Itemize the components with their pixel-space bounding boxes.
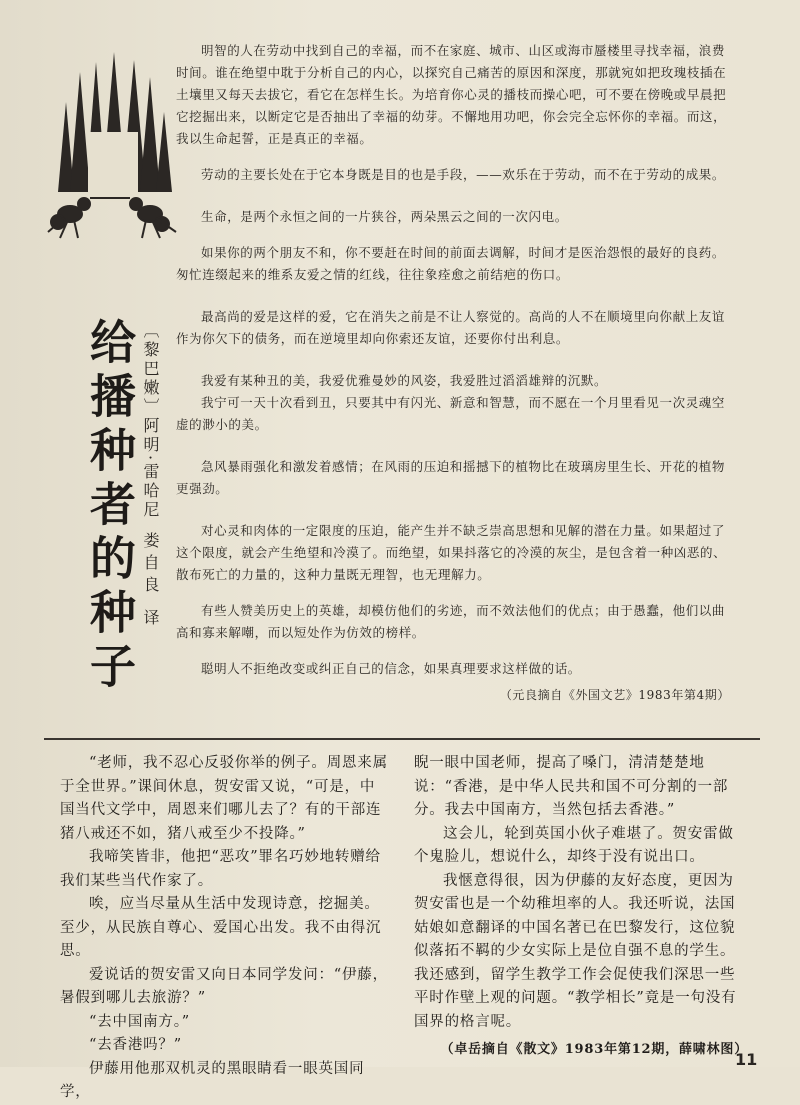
paragraph: “老师，我不忍心反驳你举的例子。周恩来属于全世界。”课间休息，贺安雷又说，“可是，中国当代文学中，周恩来们哪儿去了？有的干部连猪八戒还不如，猪八戒至少不投降。” [60, 755, 388, 842]
top-article-body [176, 40, 736, 706]
bottom-left-column [60, 752, 390, 1105]
paragraph: 睨一眼中国老师，提高了嗓门，清清楚楚地说：“香港，是中华人民共和国不可分割的一部分。我去中国南方，当然包括去香港。” [414, 755, 729, 818]
paragraph: 明智的人在劳动中找到自己的幸福，而不在家庭、城市、山区或海市蜃楼里寻找幸福，浪费时间。谁在绝望中耽于分析自己的内心，以探究自己痛苦的原因和深度，那就宛如把玫瑰枝插在土壤里又每天去拔它，看它在怎样生长。为培育你心灵的播枝而操心吧，可不要在傍晚或早晨把它挖掘出来，以断定它是否抽出了幸福的幼芽。不懈地用功吧，你会完全忘怀你的幸福。而这，我以生命起誓，正是真正的幸福。 [176, 43, 727, 146]
paragraph: “去中国南方。” [89, 1013, 190, 1030]
bottom-right-column [414, 752, 748, 1062]
paragraph: 唉，应当尽量从生活中发现诗意，挖掘美。至少，从民族自尊心、爱国心出发。我不由得沉思。 [60, 896, 382, 959]
paragraph: 伊藤用他那双机灵的黑眼睛看一眼英国同学， [60, 1060, 365, 1100]
source-credit: （卓岳摘自《散文》1983年第12期，薛啸林图） [440, 1042, 748, 1057]
page-number: 11 [735, 1050, 758, 1069]
paragraph: 我宁可一天十次看到丑，只要其中有闪光、新意和智慧，而不愿在一个月里看见一次灵魂空虚的渺小的美。 [176, 395, 726, 432]
paragraph: 我爱有某种丑的美，我爱优雅曼妙的风姿，我爱胜过滔滔雄辩的沉默。 [201, 373, 608, 388]
paragraph: 如果你的两个朋友不和，你不要赶在时间的前面去调解，时间才是医治怨恨的最好的良药。匆忙连缀起来的维系友爱之情的红线，往往象痊愈之前结疤的伤口。 [176, 245, 726, 282]
section-divider [44, 738, 760, 740]
paragraph: 急风暴雨强化和激发着感情；在风雨的压迫和摇撼下的植物比在玻璃房里生长、开花的植物更强劲。 [176, 459, 726, 496]
paragraph: 聪明人不拒绝改变或纠正自己的信念，如果真理要求这样做的话。 [201, 661, 581, 676]
source-credit: （元良摘自《外国文艺》1983年第4期） [499, 688, 730, 702]
paragraph: 劳动的主要长处在于它本身既是目的也是手段，——欢乐在于劳动，而不在于劳动的成果。 [201, 167, 726, 182]
paragraph: 我惬意得很，因为伊藤的友好态度，更因为贺安雷也是一个幼稚坦率的人。我还听说，法国姑娘如意翻译的中国名著已在巴黎发行，这位貌似落拓不羁的少女实际上是位自强不息的学生。我还感到，留学生教学工作会促使我们深思一些平时作壁上观的问题。“教学相长”竟是一句没有国界的格言呢。 [414, 872, 737, 1030]
paragraph: 最高尚的爱是这样的爱，它在消失之前是不让人察觉的。高尚的人不在顺境里向你献上友谊作为你欠下的债务，而在逆境里却向你索还友谊，还要你付出利息。 [176, 309, 726, 346]
paragraph: “去香港吗？” [89, 1037, 182, 1053]
paragraph: 有些人赞美历史上的英雄，却模仿他们的劣迹，而不效法他们的优点；由于愚蠢，他们以曲高和寡来解嘲，而以短处作为仿效的榜样。 [176, 603, 726, 640]
forest-ants-illustration [38, 42, 188, 242]
paragraph: 对心灵和肉体的一定限度的压迫，能产生并不缺乏崇高思想和见解的潜在力量。如果超过了这个限度，就会产生绝望和冷漠了。而绝望，如果抖落它的冷漠的灰尘，是包含着一种凶恶的、散布死亡的力量的，这种力量既无理智，也无理解力。 [176, 523, 727, 582]
paragraph: 爱说话的贺安雷又向日本同学发问：“伊藤，暑假到哪儿去旅游？” [60, 966, 388, 1006]
paragraph: 生命，是两个永恒之间的一片狭谷，两朵黑云之间的一次闪电。 [201, 209, 568, 224]
paragraph: 这会儿，轮到英国小伙子难堪了。贺安雷做个鬼脸儿，想说什么，却终于没有说出口。 [414, 825, 734, 865]
paragraph: 我啼笑皆非，他把“恶攻”罪名巧妙地转赠给我们某些当代作家了。 [60, 849, 381, 889]
translator-name: 娄自良 译 [141, 532, 160, 632]
article-title: 给播种者的种子 [83, 318, 137, 696]
author-name: 〔黎巴嫩〕阿明·雷哈尼 [141, 322, 160, 521]
